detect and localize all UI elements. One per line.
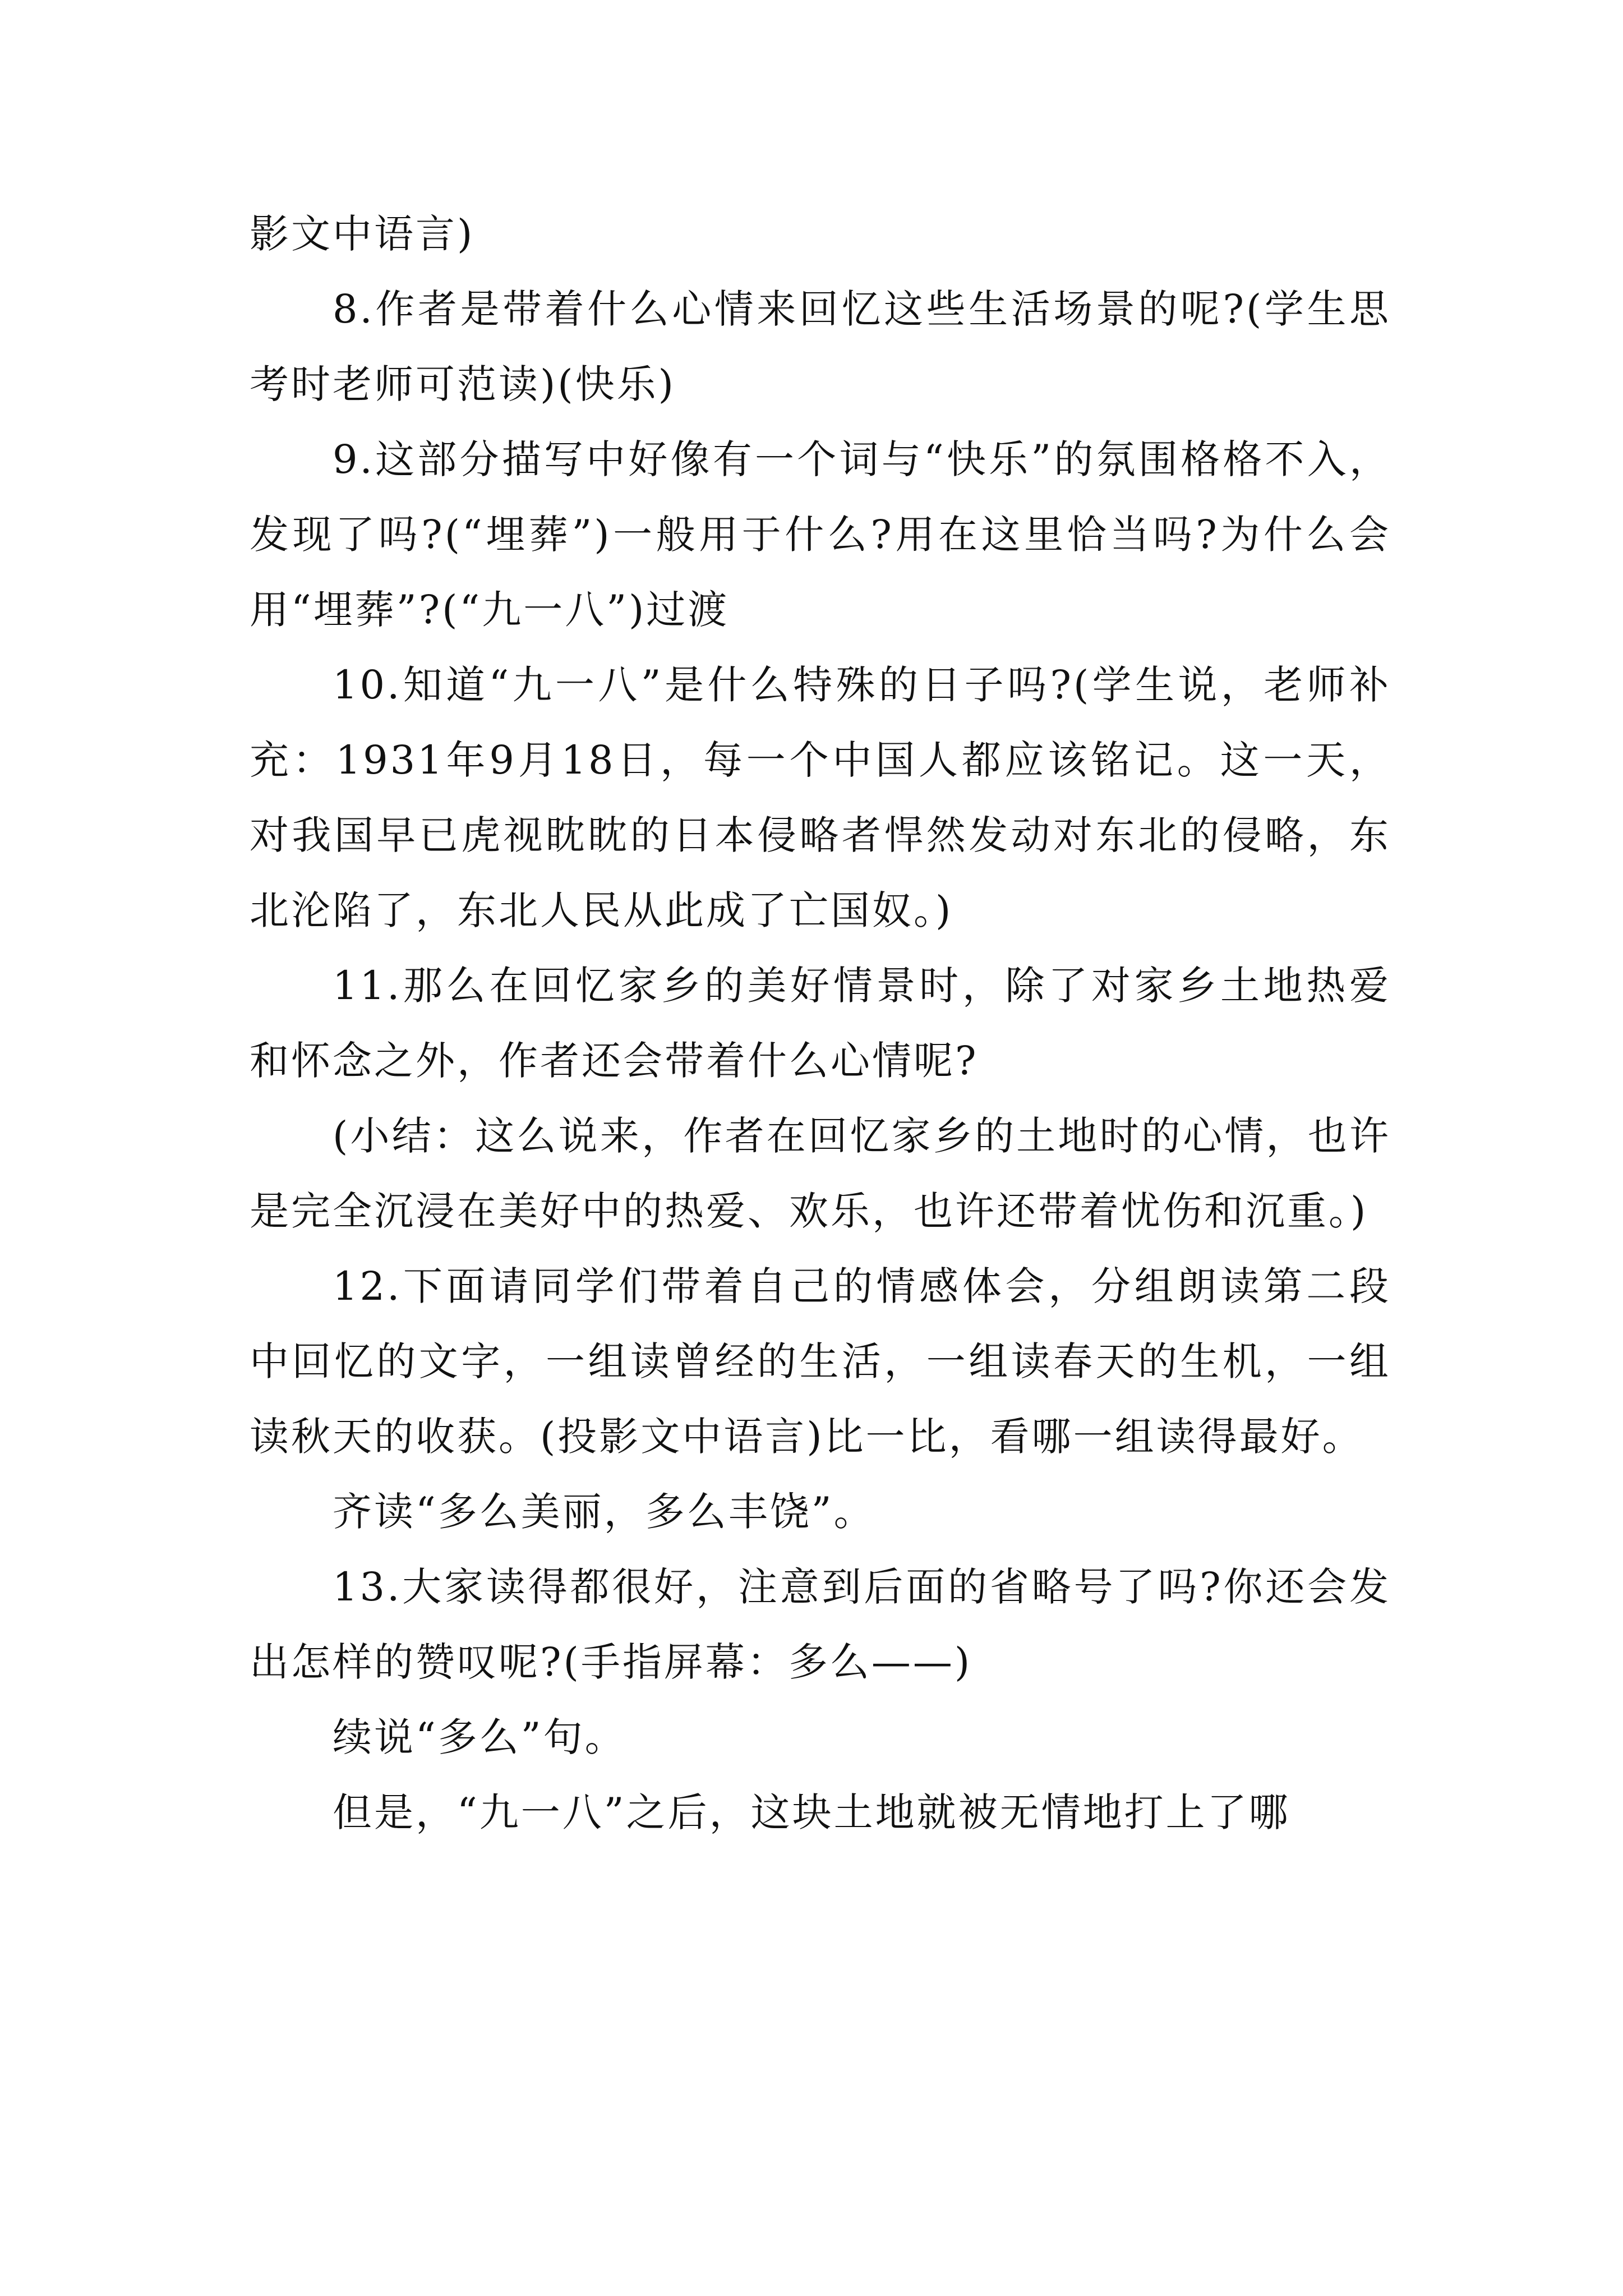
paragraph-item-9: 9.这部分描写中好像有一个词与“快乐”的氛围格格不入，发现了吗?(“埋葬”)一般用于什么?用在这里恰当吗?为什么会用“埋葬”?(“九一八”)过渡 <box>250 436 1391 633</box>
document-body <box>250 196 1391 1850</box>
paragraph-summary: (小结：这么说来，作者在回忆家乡的土地时的心情，也许是完全沉浸在美好中的热爱、欢乐，也许还带着忧伤和沉重。) <box>250 1113 1391 1234</box>
paragraph-continue-sentence: 续说“多么”句。 <box>333 1714 626 1760</box>
paragraph-item-11: 11.那么在回忆家乡的美好情景时，除了对家乡土地热爱和怀念之外，作者还会带着什么心情呢? <box>250 963 1391 1084</box>
paragraph-item-13: 13.大家读得都很好，注意到后面的省略号了吗?你还会发出怎样的赞叹呢?(手指屏幕：多么——) <box>250 1564 1391 1685</box>
paragraph-but: 但是，“九一八”之后，这块土地就被无情地打上了哪 <box>333 1789 1290 1835</box>
paragraph-item-10: 10.知道“九一八”是什么特殊的日子吗?(学生说，老师补充：1931年9月18日，每一个中国人都应该铭记。这一天，对我国早已虎视眈眈的日本侵略者悍然发动对东北的侵略，东北沦陷了，东北人民从此成了亡国奴。) <box>250 662 1391 933</box>
paragraph-continuation: 影文中语言) <box>250 211 475 257</box>
paragraph-item-12: 12.下面请同学们带着自己的情感体会，分组朗读第二段中回忆的文字，一组读曾经的生活，一组读春天的生机，一组读秋天的收获。(投影文中语言)比一比，看哪一组读得最好。 <box>250 1263 1391 1460</box>
paragraph-read-aloud: 齐读“多么美丽，多么丰饶”。 <box>333 1489 875 1535</box>
paragraph-item-8: 8.作者是带着什么心情来回忆这些生活场景的呢?(学生思考时老师可范读)(快乐) <box>250 286 1391 407</box>
